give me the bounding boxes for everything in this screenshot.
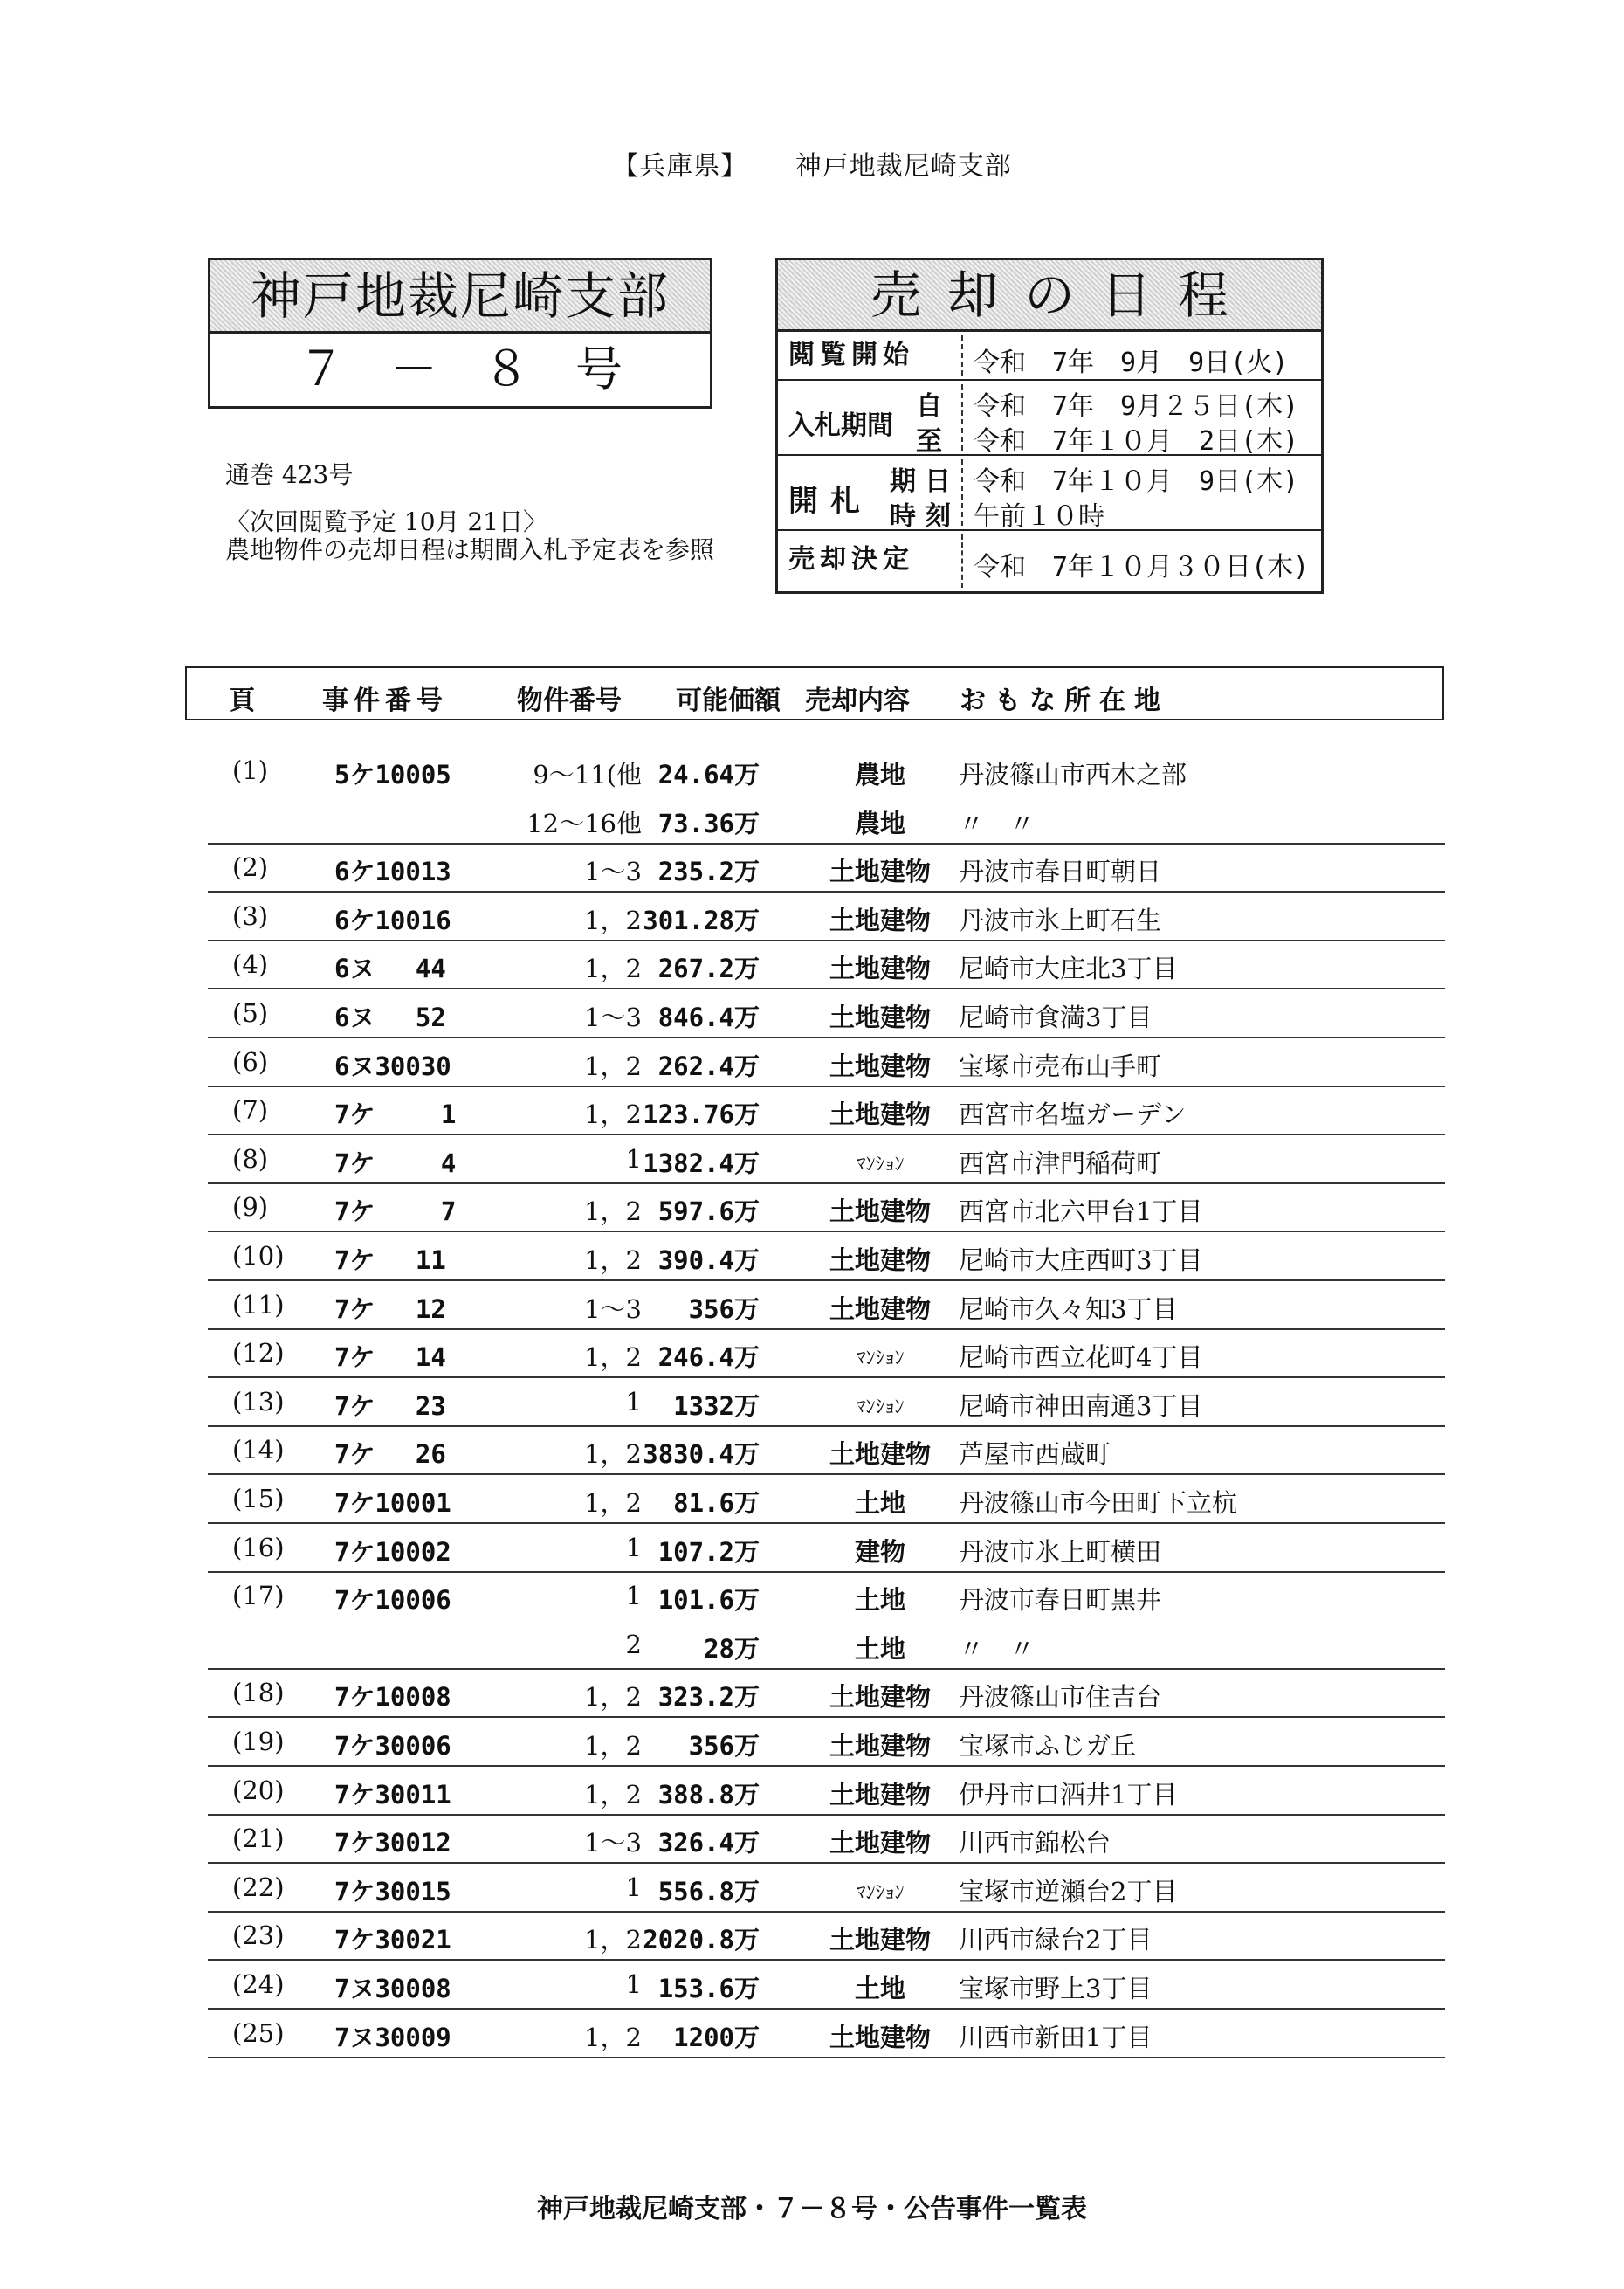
- location-cell: 西宮市津門稲荷町: [959, 1148, 1162, 1178]
- price-cell: 73.36万: [657, 809, 760, 838]
- price-cell: 246.4万: [657, 1342, 760, 1372]
- page-cell: (23): [232, 1920, 285, 1950]
- location-cell: 宝塚市ふじガ丘: [959, 1731, 1137, 1761]
- sale-type-cell: 土地建物: [829, 1245, 931, 1275]
- price-cell: 556.8万: [657, 1877, 760, 1906]
- sale-type-cell: 農地: [854, 809, 905, 838]
- sale-type-cell: 建物: [854, 1537, 905, 1567]
- sale-type-cell: 土地建物: [829, 1925, 931, 1955]
- schedule-row-decision: [778, 531, 1321, 591]
- price-cell: 28万: [704, 1634, 760, 1664]
- price-cell: 24.64万: [657, 760, 760, 789]
- property-number-cell: 1，2: [584, 1245, 642, 1275]
- schedule-sublabel: 時刻: [890, 501, 960, 532]
- price-cell: 153.6万: [657, 1974, 760, 2003]
- location-cell: 西宮市名塩ガーデン: [959, 1100, 1187, 1129]
- page-cell: (20): [232, 1775, 285, 1805]
- page-cell: (5): [232, 998, 269, 1028]
- issue-number: ７－８号: [298, 341, 668, 396]
- price-cell: 301.28万: [643, 906, 760, 935]
- table-row: [208, 1765, 1445, 1816]
- case-number-cell: 7ケ10006: [334, 1585, 451, 1615]
- case-number-cell: 7ケ10008: [334, 1682, 451, 1712]
- sale-type-cell: ﾏﾝｼｮﾝ: [856, 1154, 905, 1176]
- price-cell: 107.2万: [657, 1537, 760, 1567]
- case-number-cell: 7ケ30021: [334, 1925, 451, 1955]
- sale-type-cell: 土地建物: [829, 954, 931, 983]
- table-row: [208, 1182, 1445, 1232]
- page-cell: (1): [232, 755, 269, 785]
- property-number-cell: 1，2: [584, 1196, 642, 1226]
- table-row: [208, 988, 1445, 1038]
- table-row: [208, 1037, 1445, 1087]
- col-type: 売却内容: [805, 686, 910, 716]
- sale-type-cell: 土地建物: [829, 2023, 931, 2052]
- sale-type-cell: ﾏﾝｼｮﾝ: [856, 1882, 905, 1904]
- page-cell: (8): [232, 1144, 269, 1174]
- case-number-cell: 6ケ10013: [334, 857, 451, 886]
- sale-type-cell: 土地建物: [829, 1682, 931, 1712]
- price-cell: 1382.4万: [643, 1148, 760, 1178]
- col-location: おもな所在地: [960, 686, 1169, 716]
- schedule-label: 入札期間: [788, 410, 893, 441]
- property-number-cell: 1～3: [584, 1003, 642, 1032]
- case-number-cell: 7ケ10001: [334, 1488, 451, 1518]
- price-cell: 267.2万: [657, 954, 760, 983]
- location-cell: 伊丹市口酒井1丁目: [959, 1780, 1178, 1810]
- case-number-cell: 7ヌ30008: [334, 1974, 451, 2003]
- sale-type-cell: 土地建物: [829, 906, 931, 935]
- schedule-label: 閲覧開始: [788, 340, 914, 370]
- page-cell: (15): [232, 1484, 285, 1513]
- property-number-cell: 1，2: [584, 1439, 642, 1469]
- property-number-cell: 1: [625, 1969, 642, 1999]
- property-number-cell: 1，2: [584, 1488, 642, 1518]
- price-cell: 262.4万: [657, 1051, 760, 1081]
- table-row: [208, 1085, 1445, 1135]
- location-cell: 尼崎市神田南通3丁目: [959, 1391, 1203, 1421]
- table-row: [208, 1813, 1445, 1864]
- location-cell: 西宮市北六甲台1丁目: [959, 1196, 1203, 1226]
- price-cell: 326.4万: [657, 1828, 760, 1858]
- price-cell: 846.4万: [657, 1003, 760, 1032]
- schedule-row-opening: [778, 456, 1321, 531]
- sale-type-cell: 土地建物: [829, 1100, 931, 1129]
- page-cell: (3): [232, 901, 269, 931]
- court-label: 神戸地裁尼崎支部: [795, 151, 1012, 182]
- case-number-cell: 6ヌ 44: [334, 954, 446, 983]
- schedule-sublabel: 至: [916, 426, 942, 457]
- price-cell: 356万: [688, 1731, 760, 1761]
- sale-type-cell: 土地: [854, 1974, 905, 2003]
- case-number-cell: 7ケ 12: [334, 1294, 446, 1324]
- price-cell: 390.4万: [657, 1245, 760, 1275]
- location-cell: 尼崎市久々知3丁目: [959, 1294, 1178, 1324]
- case-number-cell: 7ケ30011: [334, 1780, 451, 1810]
- price-cell: 101.6万: [657, 1585, 760, 1615]
- dashed-divider: [961, 335, 963, 376]
- table-row: [208, 1667, 1445, 1718]
- location-cell: 丹波市春日町朝日: [959, 857, 1162, 886]
- price-cell: 235.2万: [657, 857, 760, 886]
- case-number-cell: 7ケ 1: [334, 1100, 457, 1129]
- page-cell: (14): [232, 1435, 285, 1465]
- property-number-cell: 1，2: [584, 954, 642, 983]
- location-cell: 丹波市氷上町石生: [959, 906, 1162, 935]
- table-header: [185, 666, 1444, 720]
- table-row: [208, 1424, 1445, 1475]
- sale-type-cell: 土地: [854, 1585, 905, 1615]
- schedule-row-bidding: [778, 381, 1321, 456]
- case-number-cell: 5ケ10005: [334, 760, 451, 789]
- location-cell: 宝塚市逆瀬台2丁目: [959, 1877, 1178, 1906]
- notes: [225, 508, 714, 564]
- sale-type-cell: 土地: [854, 1488, 905, 1518]
- case-number-cell: 7ケ 7: [334, 1196, 457, 1226]
- property-number-cell: 1，2: [584, 1051, 642, 1081]
- location-cell: 川西市錦松台: [959, 1828, 1111, 1858]
- price-cell: 1200万: [673, 2023, 760, 2052]
- case-number-cell: 6ヌ 52: [334, 1003, 446, 1032]
- table-row: [208, 745, 1445, 794]
- schedule-title: 売却の日程: [778, 260, 1321, 332]
- page-cell: (19): [232, 1727, 285, 1756]
- sale-schedule-box: [775, 258, 1324, 594]
- page-cell: (18): [232, 1678, 285, 1707]
- case-number-cell: 7ケ 4: [334, 1148, 457, 1178]
- table-row: [208, 1959, 1445, 2010]
- case-number-cell: 7ケ10002: [334, 1537, 451, 1567]
- col-price: 可能価額: [676, 686, 781, 716]
- location-cell: 〃 〃: [959, 1634, 1036, 1664]
- location-cell: 尼崎市西立花町4丁目: [959, 1342, 1203, 1372]
- sale-type-cell: ﾏﾝｼｮﾝ: [856, 1396, 905, 1418]
- location-cell: 尼崎市大庄北3丁目: [959, 954, 1178, 983]
- table-row: [208, 1716, 1445, 1767]
- table-row: [208, 1910, 1445, 1961]
- schedule-value: 令和 7年１０月３０日(木): [974, 552, 1310, 583]
- table-row: [208, 1134, 1445, 1184]
- schedule-label-group: [778, 456, 961, 532]
- page-cell: (24): [232, 1969, 285, 1999]
- property-number-cell: 1，2: [584, 906, 642, 935]
- volume-number: 通巻 423号: [225, 460, 354, 489]
- page-cell: (17): [232, 1581, 285, 1610]
- sale-type-cell: 土地: [854, 1634, 905, 1664]
- case-number-cell: 6ヌ30030: [334, 1051, 451, 1081]
- case-number-cell: 7ケ30012: [334, 1828, 451, 1858]
- location-cell: 〃 〃: [959, 809, 1036, 838]
- schedule-value: 令和 7年１０月 9日(木): [974, 466, 1299, 497]
- location-cell: 尼崎市大庄西町3丁目: [959, 1245, 1203, 1275]
- table-row: [208, 1279, 1445, 1330]
- schedule-row-viewing: [778, 332, 1321, 381]
- schedule-label-group: [778, 381, 961, 457]
- location-cell: 川西市緑台2丁目: [959, 1925, 1153, 1955]
- price-cell: 1332万: [673, 1391, 760, 1421]
- price-cell: 3830.4万: [643, 1439, 760, 1469]
- property-number-cell: 1，2: [584, 1780, 642, 1810]
- property-number-cell: 1，2: [584, 1925, 642, 1955]
- schedule-sublabel: 期日: [890, 466, 960, 497]
- table-row: [208, 1522, 1445, 1573]
- property-number-cell: 1: [625, 1581, 642, 1610]
- sale-type-cell: 土地建物: [829, 1196, 931, 1226]
- property-number-cell: 1，2: [584, 2023, 642, 2052]
- location-cell: 丹波篠山市今田町下立杭: [959, 1488, 1238, 1518]
- table-row: [208, 891, 1445, 941]
- next-viewing-note: 〈次回閲覧予定 10月 21日〉: [225, 507, 548, 536]
- table-row: [208, 939, 1445, 989]
- case-number-cell: 7ケ 26: [334, 1439, 446, 1469]
- location-cell: 宝塚市売布山手町: [959, 1051, 1162, 1081]
- dashed-divider: [961, 534, 963, 588]
- case-number-cell: 7ケ 23: [334, 1391, 446, 1421]
- court-name: 神戸地裁尼崎支部: [210, 260, 710, 334]
- page-cell: (16): [232, 1533, 285, 1562]
- property-number-cell: 1，2: [584, 1731, 642, 1761]
- property-number-cell: 1～3: [584, 857, 642, 886]
- page-cell: (12): [232, 1338, 285, 1368]
- col-prop: 物件番号: [517, 686, 622, 716]
- sale-type-cell: ﾏﾝｼｮﾝ: [856, 1348, 905, 1369]
- table-row: [208, 794, 1445, 845]
- case-number-cell: 7ケ 11: [334, 1245, 446, 1275]
- page-cell: (13): [232, 1387, 285, 1417]
- sale-type-cell: 土地建物: [829, 857, 931, 886]
- property-number-cell: 1～3: [584, 1828, 642, 1858]
- location-cell: 芦屋市西蔵町: [959, 1439, 1111, 1469]
- property-number-cell: 1，2: [584, 1682, 642, 1712]
- property-number-cell: 2: [625, 1630, 642, 1659]
- case-number-cell: 7ケ30015: [334, 1877, 451, 1906]
- case-number-cell: 7ヌ30009: [334, 2023, 451, 2052]
- case-number-cell: 7ケ 14: [334, 1342, 446, 1372]
- table-row: [208, 1231, 1445, 1281]
- sale-type-cell: 農地: [854, 760, 905, 789]
- location-cell: 宝塚市野上3丁目: [959, 1974, 1153, 2003]
- dashed-divider: [961, 384, 963, 451]
- property-number-cell: 12～16他: [526, 809, 642, 838]
- sale-type-cell: 土地建物: [829, 1828, 931, 1858]
- price-cell: 81.6万: [673, 1488, 760, 1518]
- sale-type-cell: 土地建物: [829, 1294, 931, 1324]
- location-cell: 川西市新田1丁目: [959, 2023, 1153, 2052]
- case-number-cell: 6ケ10016: [334, 906, 451, 935]
- page-cell: (11): [232, 1290, 285, 1320]
- page-cell: (4): [232, 949, 269, 979]
- sale-type-cell: 土地建物: [829, 1439, 931, 1469]
- location-cell: 丹波篠山市住吉台: [959, 1682, 1162, 1712]
- property-number-cell: 1: [625, 1387, 642, 1417]
- page-cell: (7): [232, 1095, 269, 1125]
- sale-type-cell: 土地建物: [829, 1780, 931, 1810]
- price-cell: 356万: [688, 1294, 760, 1324]
- schedule-value: 午前１０時: [974, 501, 1104, 532]
- location-cell: 尼崎市食満3丁目: [959, 1003, 1153, 1032]
- col-case: 事件番号: [322, 686, 448, 716]
- page-cell: (10): [232, 1241, 285, 1271]
- table-row: [208, 2008, 1445, 2058]
- sale-type-cell: 土地建物: [829, 1051, 931, 1081]
- price-cell: 597.6万: [657, 1196, 760, 1226]
- prefecture-label: 【兵庫県】: [612, 151, 748, 182]
- property-number-cell: 1: [625, 1144, 642, 1174]
- page-cell: (25): [232, 2018, 285, 2048]
- schedule-sublabel: 自: [916, 391, 942, 422]
- table-row: [208, 1473, 1445, 1524]
- table-row: [208, 1862, 1445, 1913]
- property-number-cell: 1: [625, 1872, 642, 1902]
- case-number-cell: 7ケ30006: [334, 1731, 451, 1761]
- table-row: [208, 1619, 1445, 1670]
- schedule-label: 売却決定: [788, 544, 914, 575]
- page-cell: (21): [232, 1824, 285, 1853]
- table-row: [208, 1376, 1445, 1427]
- price-cell: 123.76万: [643, 1100, 760, 1129]
- price-cell: 323.2万: [657, 1682, 760, 1712]
- table-row: [208, 1570, 1445, 1619]
- sale-type-cell: 土地建物: [829, 1731, 931, 1761]
- table-row: [208, 1327, 1445, 1378]
- property-number-cell: 1～3: [584, 1294, 642, 1324]
- schedule-value: 令和 7年１０月 2日(木): [974, 426, 1299, 457]
- farmland-note: 農地物件の売却日程は期間入札予定表を参照: [225, 535, 715, 564]
- page-cell: (22): [232, 1872, 285, 1902]
- page-cell: (6): [232, 1047, 269, 1077]
- price-cell: 388.8万: [657, 1780, 760, 1810]
- col-page: 頁: [229, 686, 255, 716]
- court-box: [208, 258, 712, 409]
- location-cell: 丹波市氷上町横田: [959, 1537, 1162, 1567]
- schedule-value: 令和 7年 9月 9日(火): [974, 348, 1289, 378]
- table-row: [208, 842, 1445, 893]
- schedule-label: 開札: [788, 484, 872, 519]
- price-cell: 2020.8万: [643, 1925, 760, 1955]
- page-cell: (9): [232, 1192, 269, 1222]
- property-number-cell: 9～11(他: [533, 760, 642, 789]
- dashed-divider: [961, 459, 963, 526]
- location-cell: 丹波篠山市西木之部: [959, 760, 1187, 789]
- location-cell: 丹波市春日町黒井: [959, 1585, 1162, 1615]
- property-number-cell: 1: [625, 1533, 642, 1562]
- property-number-cell: 1，2: [584, 1100, 642, 1129]
- schedule-value: 令和 7年 9月２５日(木): [974, 391, 1299, 422]
- page-footer: 神戸地裁尼崎支部・７－８号・公告事件一覧表: [537, 2194, 1087, 2224]
- page-header: [0, 144, 1624, 183]
- sale-type-cell: 土地建物: [829, 1003, 931, 1032]
- page-cell: (2): [232, 852, 269, 882]
- property-number-cell: 1，2: [584, 1342, 642, 1372]
